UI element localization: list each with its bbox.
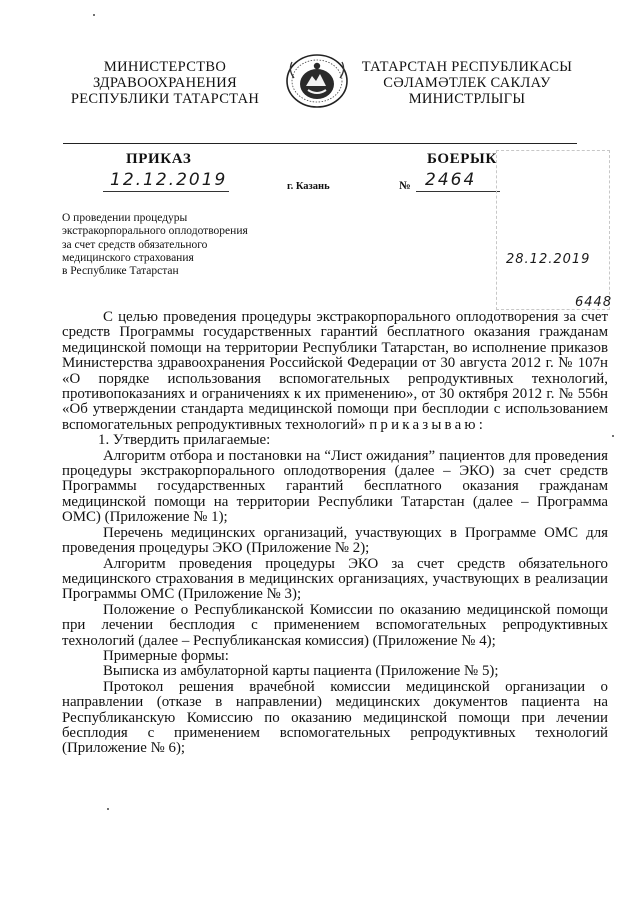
scan-speck (107, 808, 109, 810)
ministry-name-line: ТАТАРСТАН РЕСПУБЛИКАСЫ (361, 59, 573, 75)
paragraph-sample-forms: Примерные формы: (103, 647, 229, 664)
paragraph-commission-regulation: Положение о Республиканской Комиссии по оказанию медицинской помощи при лечении бесплодия с применением вспомогательных репродуктивных технологий (далее – Республиканская комиссия) (Приложение № 4); (62, 601, 608, 649)
subject-line: О проведении процедуры (62, 212, 188, 224)
paragraph-algorithm-waitlist: Алгоритм отбора и постановки на “Лист ожидания” пациентов для проведения процедуры экстракорпорального оплодотворения (далее – ЭКО) за счет средств Программы государственных гарантий бесплатного оказания гражданам медицинской помощи на территории Республики Татарстан (далее – Программа ОМС) (Приложение № 1); (62, 447, 608, 526)
ministry-name-line: МИНИСТЕРСТВО (103, 59, 227, 75)
subject-line: экстракорпорального оплодотворения (62, 225, 248, 238)
ministry-name-tatar (352, 59, 582, 107)
scan-speck (93, 14, 95, 16)
ministry-name-line: СӘЛАМӘТЛЕК САКЛАУ (383, 75, 551, 91)
ministry-name-line: ЗДРАВООХРАНЕНИЯ (92, 75, 238, 91)
paragraph-outpatient-extract: Выписка из амбулаторной карты пациента (Приложение № 5); (103, 663, 499, 680)
ministry-name-line: РЕСПУБЛИКИ ТАТАРСТАН (70, 91, 260, 107)
ministry-name-russian (55, 59, 275, 107)
number-underline (416, 191, 500, 192)
order-title-russian: ПРИКАЗ (126, 151, 192, 167)
order-city: г. Казань (287, 181, 330, 192)
order-subject (62, 212, 302, 278)
coat-of-arms-icon (282, 50, 352, 112)
order-number-prefix: № (399, 180, 411, 192)
prikazyvayu-word: приказываю: (369, 416, 487, 433)
paragraph-commission-protocol: Протокол решения врачебной комиссии медицинской организации о направлении (отказе в направлении) медицинских документов пациента на Республиканскую Комиссию по оказанию медицинской помощи при лечении бесплодия с применением вспомогательных репродуктивных технологий (Приложение № 6); (62, 678, 608, 757)
order-body (62, 310, 608, 757)
stamp-number-handwritten: 6448 (575, 295, 613, 310)
preamble-paragraph (62, 310, 608, 433)
stamp-date-handwritten: 28.12.2019 (506, 252, 591, 267)
ministry-name-line: МИНИСТРЛЫГЫ (408, 91, 526, 107)
subject-line: за счет средств обязательного (62, 238, 208, 251)
preamble-text: С целью проведения процедуры экстракорпорального оплодотворения за счет средств Программы государственных гарантий бесплатного оказания гражданам медицинской помощи на территории Республики Татарстан, во исполнение приказов Министерства здравоохранения Российской Федерации от 30 августа 2012 г. № 107н «О порядке использования вспомогательных репродуктивных технологий, противопоказаниях и ограничениях к их применению», от 30 октября 2012 г. № 556н «Об утверждении стандарта медицинской помощи при бесплодии с использованием вспомогательных репродуктивных технологий» (62, 309, 608, 433)
registration-stamp (496, 150, 613, 310)
order-title-tatar: БОЕРЫК (427, 151, 497, 167)
subject-line: в Республике Татарстан (62, 265, 179, 278)
scan-speck (612, 435, 614, 437)
header-divider (63, 143, 577, 144)
order-number-handwritten: 2464 (425, 170, 477, 190)
paragraph-organization-list: Перечень медицинских организаций, участвующих в Программе ОМС для проведения процедуры ЭКО (Приложение № 2); (62, 524, 608, 557)
item-1: 1. Утвердить прилагаемые: (98, 432, 271, 449)
date-underline (103, 191, 229, 192)
subject-line: медицинского страхования (62, 251, 194, 264)
paragraph-algorithm-eko: Алгоритм проведения процедуры ЭКО за счет средств обязательного медицинского страхования в медицинских организациях, участвующих в реализации Программы ОМС (Приложение № 3); (62, 555, 608, 603)
order-date-handwritten: 12.12.2019 (110, 170, 228, 190)
